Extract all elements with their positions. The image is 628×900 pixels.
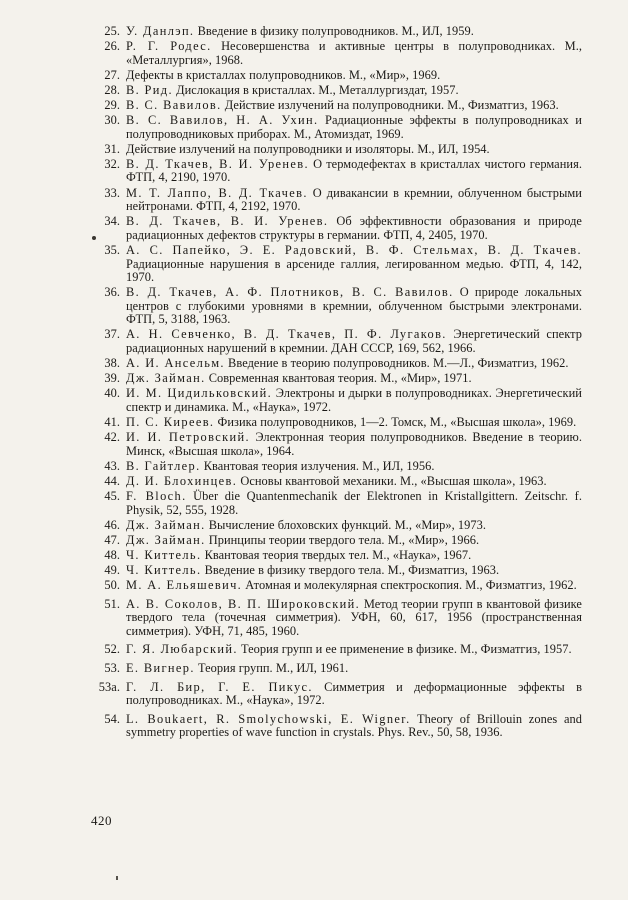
reference-title: Радиационные нарушения в арсениде галлия, легированном медью. ФТП, 4, 142, 1970. [126, 256, 582, 285]
reference-item [98, 387, 582, 414]
reference-title: Введение в физику твердого тела. М., Физматгиз, 1963. [204, 562, 500, 577]
reference-number: 37. [104, 327, 120, 342]
reference-text [126, 564, 582, 578]
reference-text [126, 534, 582, 548]
reference-item [98, 244, 582, 285]
reference-text [126, 519, 582, 533]
reference-number: 41. [104, 415, 120, 430]
reference-number: 39. [104, 371, 120, 386]
reference-author: Дж. Займан. [126, 517, 206, 532]
reference-author: И. М. Цидильковский. [126, 386, 273, 401]
reference-number: 28. [104, 82, 120, 97]
reference-author: В. Д. Ткачев, В. И. Уренев. [126, 156, 309, 171]
reference-text [126, 244, 582, 285]
reference-title: Дислокация в кристаллах. М., Металлургиздат, 1957. [176, 82, 459, 97]
reference-title: Über die Quantenmechanik der Elektronen in Kristallgittern. Zeitschr. f. Physik, 52, 555, 1928. [126, 489, 582, 517]
reference-text [126, 372, 582, 386]
reference-item [98, 416, 582, 430]
reference-title: Атомная и молекулярная спектроскопия. М., Физматгиз, 1962. [245, 578, 577, 593]
reference-number: 36. [104, 285, 120, 300]
reference-title: Симметрия и деформационные эффекты в полупроводниках. М., «Наука», 1972. [126, 679, 582, 708]
reference-title: Theory of Brillouin zones and symmetry properties of wave function in crystals. Phys. Rev., 50, 58, 1936. [126, 711, 582, 740]
reference-text [126, 549, 582, 563]
reference-number: 26. [104, 39, 120, 54]
reference-author: Дж. Займан. [126, 371, 206, 386]
reference-number: 43. [104, 458, 120, 473]
reference-item [98, 40, 582, 67]
reference-text [126, 328, 582, 355]
reference-text [126, 286, 582, 327]
reference-text [126, 84, 582, 98]
reference-number: 46. [104, 517, 120, 532]
reference-text [126, 387, 582, 414]
reference-text [126, 357, 582, 371]
reference-item [98, 143, 582, 157]
reference-number: 25. [104, 24, 120, 38]
reference-author: Г. Я. Любарский. [126, 642, 238, 657]
reference-item [98, 286, 582, 327]
margin-mark [92, 236, 96, 240]
reference-number: 31. [104, 141, 120, 156]
reference-number: 42. [104, 430, 120, 445]
reference-item [98, 564, 582, 578]
reference-number: 35. [104, 242, 120, 257]
reference-text [126, 662, 582, 676]
reference-text [126, 416, 582, 430]
reference-item [98, 598, 582, 639]
reference-title: Об эффективности образования и природе радиационных дефектов структуры в германии. ФТП, 4, 2405, 1970. [126, 214, 582, 242]
page-number: 420 [91, 813, 113, 828]
reference-number: 38. [104, 356, 120, 371]
reference-author: В. С. Вавилов. [126, 97, 222, 112]
reference-title: Электронная теория полупроводников. Введение в теорию. Минск, «Высшая школа», 1964. [126, 430, 582, 458]
reference-number: 29. [104, 97, 120, 112]
reference-number: 33. [104, 185, 120, 200]
reference-title: Квантовая теория излучения. М., ИЛ, 1956. [203, 458, 435, 473]
reference-list [98, 25, 582, 742]
reference-title: О природе локальных центров с глубокими уровнями в кремнии, облученном быстрыми электронами. ФТП, 5, 3188, 1963. [126, 285, 582, 327]
reference-number: 49. [104, 562, 120, 577]
reference-number: 47. [104, 532, 120, 547]
reference-title: Теория групп и ее применение в физике. М., Физматгиз, 1957. [240, 642, 572, 657]
reference-author: А. И. Ансельм. [126, 356, 225, 371]
reference-item [98, 99, 582, 113]
reference-number: 52. [104, 642, 120, 657]
reference-text [126, 187, 582, 214]
reference-title: Физика полупроводников, 1—2. Томск, М., «Высшая школа», 1969. [217, 415, 577, 430]
reference-text [126, 114, 582, 141]
reference-title: Действие излучений на полупроводники. М., Физматгиз, 1963. [224, 97, 559, 112]
reference-number: 51. [104, 596, 120, 611]
reference-title: О дивакансии в кремнии, облученном быстрыми нейтронами. ФТП, 4, 2192, 1970. [126, 185, 582, 214]
reference-number: 53a. [98, 679, 120, 694]
reference-text [126, 143, 582, 157]
reference-author: П. С. Киреев. [126, 415, 215, 430]
reference-number: 53. [104, 661, 120, 676]
reference-author: Г. Л. Бир, Г. Е. Пикус. [126, 679, 313, 694]
reference-item [98, 579, 582, 593]
reference-title: Введение в теорию полупроводников. М.—Л., Физматгиз, 1962. [228, 356, 569, 371]
reference-author: Е. Вигнер. [126, 661, 195, 676]
reference-item [98, 490, 582, 517]
reference-text [126, 25, 582, 39]
reference-number: 27. [104, 67, 120, 82]
reference-title: Введение в физику полупроводников. М., ИЛ, 1959. [197, 24, 474, 38]
reference-author: Д. И. Блохинцев. [126, 473, 238, 488]
reference-author: Ч. Киттель. [126, 562, 202, 577]
reference-author: В. С. Вавилов, Н. А. Ухин. [126, 113, 319, 128]
reference-title: Квантовая теория твердых тел. М., «Наука», 1967. [204, 547, 472, 562]
reference-author: В. Д. Ткачев, А. Ф. Плотников, В. С. Вавилов. [126, 285, 454, 300]
reference-item [98, 69, 582, 83]
reference-author: В. Рид. [126, 82, 173, 97]
reference-text [126, 431, 582, 458]
reference-author: У. Данлэп. [126, 24, 195, 38]
reference-title: Электроны и дырки в полупроводниках. Энергетический спектр и динамика. М., «Наука», 1972. [126, 386, 582, 414]
reference-author: М. Т. Лаппо, В. Д. Ткачев. [126, 185, 308, 200]
reference-text [126, 598, 582, 639]
reference-number: 48. [104, 547, 120, 562]
reference-author: А. С. Папейко, Э. Е. Радовский, В. Ф. Стельмах, В. Д. Ткачев. [126, 242, 582, 257]
scan-mark [116, 876, 118, 880]
reference-text [126, 490, 582, 517]
reference-author: Дж. Займан. [126, 532, 206, 547]
reference-item [98, 357, 582, 371]
reference-item [98, 158, 582, 185]
reference-number: 45. [104, 489, 120, 503]
reference-item [98, 215, 582, 242]
reference-item [98, 662, 582, 676]
reference-author: А. В. Соколов, В. П. Широковский. [126, 596, 361, 611]
reference-number: 40. [104, 386, 120, 401]
reference-text [126, 713, 582, 740]
reference-number: 50. [104, 578, 120, 593]
reference-item [98, 681, 582, 708]
reference-title: Современная квантовая теория. М., «Мир», 1971. [208, 371, 472, 386]
reference-text [126, 475, 582, 489]
reference-author: В. Гайтлер. [126, 458, 201, 473]
reference-text [126, 681, 582, 708]
reference-title: Метод теории групп в квантовой физике твердого тела (точечная симметрия). УФН, 60, 617, 1956 (пространственная симметрия). УФН, 71, 485, 1960. [126, 596, 582, 638]
reference-number: 44. [104, 473, 120, 488]
reference-item [98, 460, 582, 474]
reference-author: А. Н. Севченко, В. Д. Ткачев, П. Ф. Лугаков. [126, 327, 447, 342]
reference-title: Энергетический спектр радиационных нарушений в кремнии. ДАН СССР, 169, 562, 1966. [126, 327, 582, 356]
reference-item [98, 713, 582, 740]
reference-text [126, 460, 582, 474]
reference-title: Принципы теории твердого тела. М., «Мир», 1966. [208, 532, 480, 547]
reference-item [98, 328, 582, 355]
reference-text [126, 40, 582, 67]
reference-text [126, 69, 582, 83]
reference-title: О термодефектах в кристаллах чистого германия. ФТП, 4, 2190, 1970. [126, 156, 582, 185]
reference-title: Несовершенства и активные центры в полупроводниках. М., «Металлургия», 1968. [126, 39, 583, 67]
reference-item [98, 372, 582, 386]
reference-text [126, 99, 582, 113]
reference-item [98, 84, 582, 98]
reference-author: L. Boukaert, R. Smolychowski, E. Wigner. [126, 711, 411, 726]
reference-title: Радиационные эффекты в полупроводниках и полупроводниковых приборах. М., Атомиздат, 1969. [126, 113, 582, 141]
reference-item [98, 431, 582, 458]
reference-number: 32. [104, 156, 120, 171]
reference-text [126, 215, 582, 242]
reference-author: F. Bloch. [126, 489, 187, 503]
reference-author: В. Д. Ткачев, В. И. Уренев. [126, 214, 329, 229]
reference-text [126, 158, 582, 185]
reference-item [98, 643, 582, 657]
reference-title: Дефекты в кристаллах полупроводников. М., «Мир», 1969. [126, 67, 441, 82]
reference-item [98, 534, 582, 548]
reference-text [126, 643, 582, 657]
reference-number: 34. [104, 214, 120, 229]
reference-item [98, 187, 582, 214]
reference-item [98, 25, 582, 39]
reference-number: 54. [104, 711, 120, 726]
reference-title: Вычисление блоховских функций. М., «Мир», 1973. [208, 517, 487, 532]
reference-item [98, 475, 582, 489]
reference-item [98, 519, 582, 533]
reference-title: Основы квантовой механики. М., «Высшая школа», 1963. [240, 473, 547, 488]
reference-author: Ч. Киттель. [126, 547, 202, 562]
reference-item [98, 549, 582, 563]
reference-author: М. А. Ельяшевич. [126, 578, 243, 593]
reference-number: 30. [104, 113, 120, 128]
reference-item [98, 114, 582, 141]
reference-text [126, 579, 582, 593]
reference-title: Действие излучений на полупроводники и изоляторы. М., ИЛ, 1954. [126, 141, 490, 156]
reference-author: И. И. Петровский. [126, 430, 250, 445]
reference-author: Р. Г. Родес. [126, 39, 212, 54]
reference-title: Теория групп. М., ИЛ, 1961. [197, 661, 349, 676]
